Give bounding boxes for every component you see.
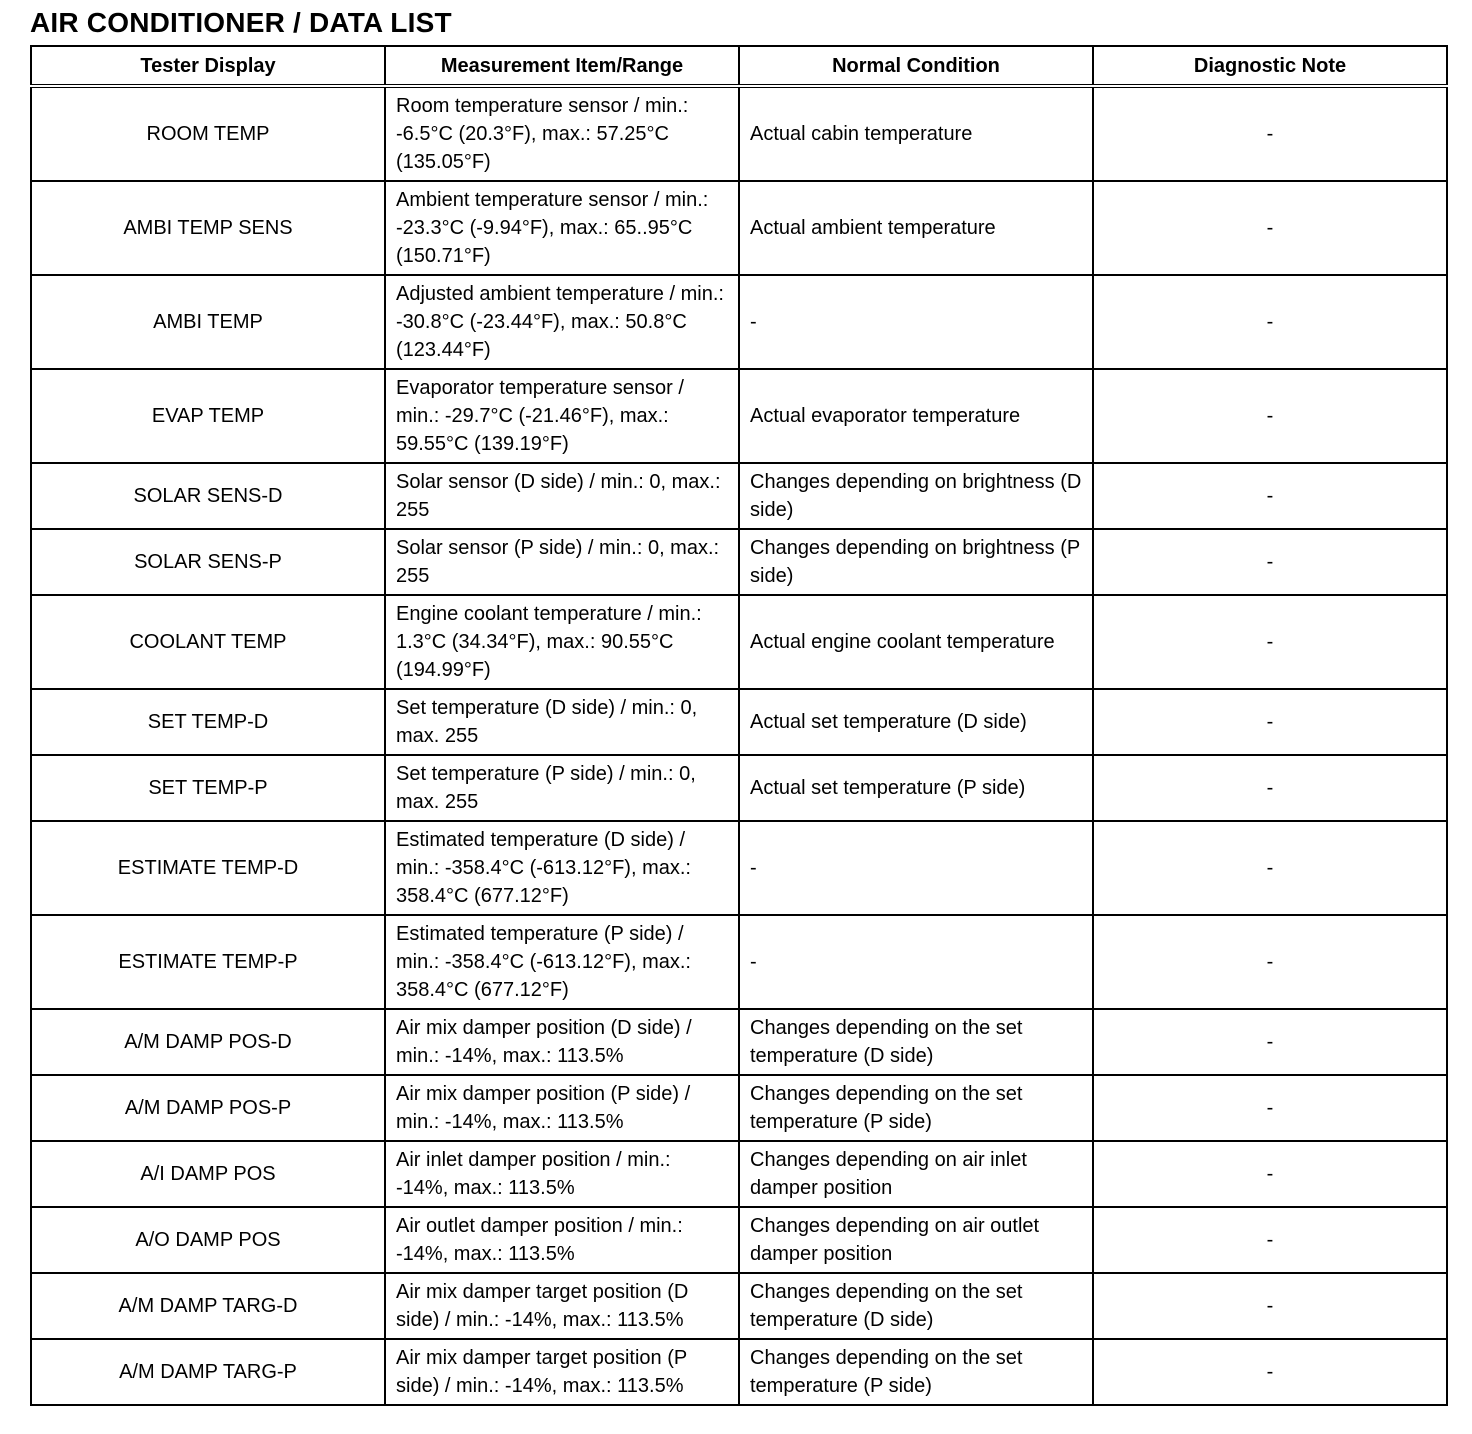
diagnostic-note-cell: - bbox=[1093, 529, 1447, 595]
tester-display-cell: AMBI TEMP bbox=[31, 275, 385, 369]
tester-display-cell: SET TEMP-D bbox=[31, 689, 385, 755]
measurement-cell: Air inlet damper position / min.: -14%, max.: 113.5% bbox=[385, 1141, 739, 1207]
diagnostic-note-cell: - bbox=[1093, 275, 1447, 369]
diagnostic-note-cell: - bbox=[1093, 369, 1447, 463]
normal-condition-cell: Changes depending on air outlet damper position bbox=[739, 1207, 1093, 1273]
normal-condition-cell: Changes depending on brightness (D side) bbox=[739, 463, 1093, 529]
measurement-cell: Room temperature sensor / min.: -6.5°C (20.3°F), max.: 57.25°C (135.05°F) bbox=[385, 86, 739, 181]
column-header-normal-condition: Normal Condition bbox=[739, 46, 1093, 86]
diagnostic-note-cell: - bbox=[1093, 595, 1447, 689]
column-header-tester-display: Tester Display bbox=[31, 46, 385, 86]
page-title: AIR CONDITIONER / DATA LIST bbox=[30, 7, 452, 38]
measurement-cell: Ambient temperature sensor / min.: -23.3°C (-9.94°F), max.: 65..95°C (150.71°F) bbox=[385, 181, 739, 275]
tester-display-cell: SOLAR SENS-D bbox=[31, 463, 385, 529]
table-row bbox=[31, 463, 1447, 529]
measurement-cell: Air mix damper target position (D side) / min.: -14%, max.: 113.5% bbox=[385, 1273, 739, 1339]
table-row bbox=[31, 915, 1447, 1009]
measurement-cell: Solar sensor (D side) / min.: 0, max.: 255 bbox=[385, 463, 739, 529]
tester-display-cell: A/M DAMP POS-P bbox=[31, 1075, 385, 1141]
measurement-cell: Set temperature (P side) / min.: 0, max. 255 bbox=[385, 755, 739, 821]
table-row bbox=[31, 1273, 1447, 1339]
tester-display-cell: EVAP TEMP bbox=[31, 369, 385, 463]
normal-condition-cell: Changes depending on brightness (P side) bbox=[739, 529, 1093, 595]
tester-display-cell: A/M DAMP TARG-P bbox=[31, 1339, 385, 1405]
table-row bbox=[31, 369, 1447, 463]
measurement-cell: Air mix damper position (P side) / min.: -14%, max.: 113.5% bbox=[385, 1075, 739, 1141]
tester-display-cell: ESTIMATE TEMP-P bbox=[31, 915, 385, 1009]
table-row bbox=[31, 821, 1447, 915]
normal-condition-cell: Changes depending on the set temperature (P side) bbox=[739, 1075, 1093, 1141]
tester-display-cell: A/I DAMP POS bbox=[31, 1141, 385, 1207]
measurement-cell: Air mix damper target position (P side) / min.: -14%, max.: 113.5% bbox=[385, 1339, 739, 1405]
measurement-cell: Solar sensor (P side) / min.: 0, max.: 255 bbox=[385, 529, 739, 595]
normal-condition-cell: Changes depending on the set temperature (D side) bbox=[739, 1273, 1093, 1339]
diagnostic-note-cell: - bbox=[1093, 86, 1447, 181]
tester-display-cell: AMBI TEMP SENS bbox=[31, 181, 385, 275]
diagnostic-note-cell: - bbox=[1093, 915, 1447, 1009]
diagnostic-note-cell: - bbox=[1093, 821, 1447, 915]
normal-condition-cell: Changes depending on the set temperature (D side) bbox=[739, 1009, 1093, 1075]
normal-condition-cell: - bbox=[739, 275, 1093, 369]
tester-display-cell: ROOM TEMP bbox=[31, 86, 385, 181]
column-header-measurement-item: Measurement Item/Range bbox=[385, 46, 739, 86]
table-row bbox=[31, 529, 1447, 595]
tester-display-cell: COOLANT TEMP bbox=[31, 595, 385, 689]
diagnostic-note-cell: - bbox=[1093, 1141, 1447, 1207]
tester-display-cell: SOLAR SENS-P bbox=[31, 529, 385, 595]
measurement-cell: Adjusted ambient temperature / min.: -30.8°C (-23.44°F), max.: 50.8°C (123.44°F) bbox=[385, 275, 739, 369]
measurement-cell: Air mix damper position (D side) / min.: -14%, max.: 113.5% bbox=[385, 1009, 739, 1075]
measurement-cell: Air outlet damper position / min.: -14%, max.: 113.5% bbox=[385, 1207, 739, 1273]
normal-condition-cell: Actual set temperature (D side) bbox=[739, 689, 1093, 755]
table-row bbox=[31, 689, 1447, 755]
data-list-table bbox=[30, 45, 1448, 1406]
diagnostic-note-cell: - bbox=[1093, 181, 1447, 275]
normal-condition-cell: Actual ambient temperature bbox=[739, 181, 1093, 275]
normal-condition-cell: Actual evaporator temperature bbox=[739, 369, 1093, 463]
tester-display-cell: A/M DAMP POS-D bbox=[31, 1009, 385, 1075]
diagnostic-note-cell: - bbox=[1093, 1339, 1447, 1405]
column-header-diagnostic-note: Diagnostic Note bbox=[1093, 46, 1447, 86]
table-row bbox=[31, 86, 1447, 181]
diagnostic-note-cell: - bbox=[1093, 1009, 1447, 1075]
table-row bbox=[31, 1075, 1447, 1141]
table-header-row bbox=[31, 46, 1447, 86]
diagnostic-note-cell: - bbox=[1093, 689, 1447, 755]
normal-condition-cell: - bbox=[739, 915, 1093, 1009]
diagnostic-note-cell: - bbox=[1093, 1075, 1447, 1141]
measurement-cell: Estimated temperature (P side) / min.: -358.4°C (-613.12°F), max.: 358.4°C (677.12°F) bbox=[385, 915, 739, 1009]
diagnostic-note-cell: - bbox=[1093, 463, 1447, 529]
normal-condition-cell: Actual engine coolant temperature bbox=[739, 595, 1093, 689]
diagnostic-note-cell: - bbox=[1093, 1207, 1447, 1273]
normal-condition-cell: Actual set temperature (P side) bbox=[739, 755, 1093, 821]
table-row bbox=[31, 1009, 1447, 1075]
normal-condition-cell: Changes depending on the set temperature (P side) bbox=[739, 1339, 1093, 1405]
table-row bbox=[31, 595, 1447, 689]
measurement-cell: Evaporator temperature sensor / min.: -29.7°C (-21.46°F), max.: 59.55°C (139.19°F) bbox=[385, 369, 739, 463]
normal-condition-cell: - bbox=[739, 821, 1093, 915]
diagnostic-note-cell: - bbox=[1093, 755, 1447, 821]
tester-display-cell: A/M DAMP TARG-D bbox=[31, 1273, 385, 1339]
diagnostic-note-cell: - bbox=[1093, 1273, 1447, 1339]
normal-condition-cell: Actual cabin temperature bbox=[739, 86, 1093, 181]
measurement-cell: Engine coolant temperature / min.: 1.3°C (34.34°F), max.: 90.55°C (194.99°F) bbox=[385, 595, 739, 689]
measurement-cell: Estimated temperature (D side) / min.: -358.4°C (-613.12°F), max.: 358.4°C (677.12°F) bbox=[385, 821, 739, 915]
normal-condition-cell: Changes depending on air inlet damper position bbox=[739, 1141, 1093, 1207]
table-row bbox=[31, 1207, 1447, 1273]
tester-display-cell: SET TEMP-P bbox=[31, 755, 385, 821]
table-row bbox=[31, 755, 1447, 821]
table-row bbox=[31, 1141, 1447, 1207]
table-row bbox=[31, 181, 1447, 275]
tester-display-cell: ESTIMATE TEMP-D bbox=[31, 821, 385, 915]
table-row bbox=[31, 275, 1447, 369]
table-row bbox=[31, 1339, 1447, 1405]
measurement-cell: Set temperature (D side) / min.: 0, max. 255 bbox=[385, 689, 739, 755]
tester-display-cell: A/O DAMP POS bbox=[31, 1207, 385, 1273]
